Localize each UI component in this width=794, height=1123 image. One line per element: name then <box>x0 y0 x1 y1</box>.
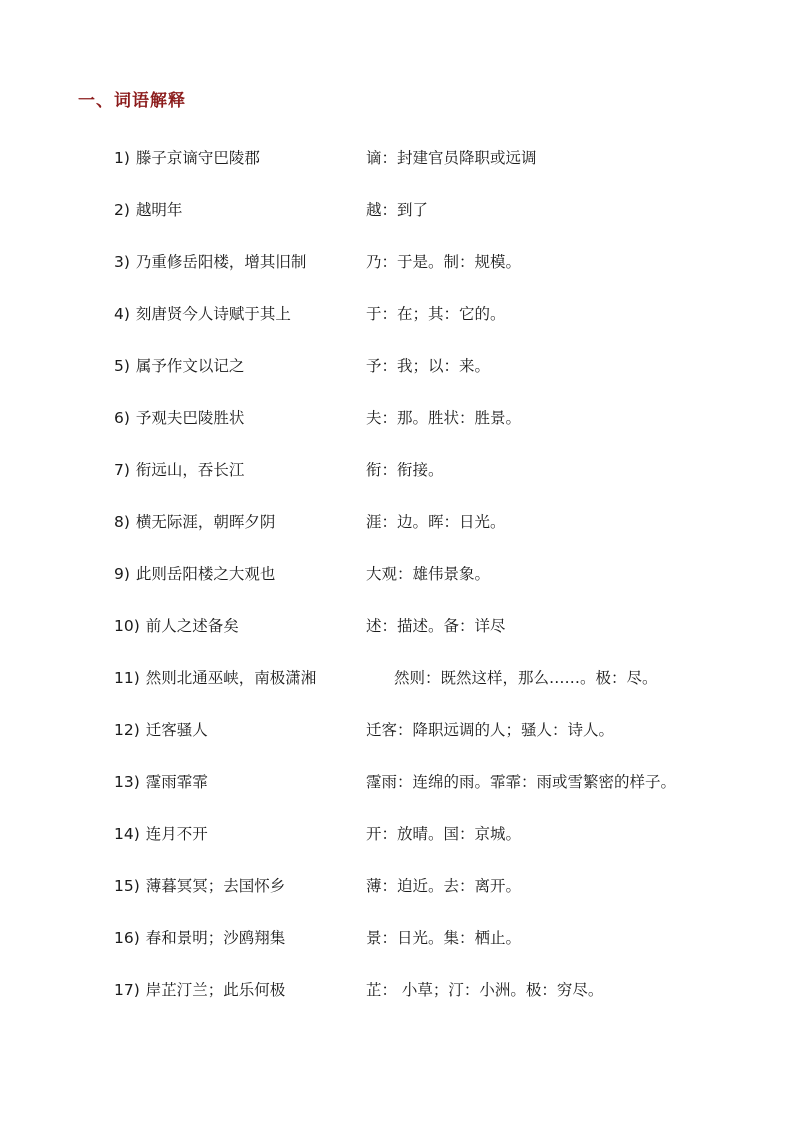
item-definition: 谪：封建官员降职或远调 <box>366 149 537 167</box>
item-definition: 于：在；其：它的。 <box>366 305 506 323</box>
item-number: 12) <box>114 721 140 739</box>
item-term: 横无际涯，朝晖夕阴 <box>135 513 276 531</box>
item-definition: 芷： 小草；汀：小洲。极：穷尽。 <box>366 981 604 999</box>
item-number: 5) <box>114 357 130 375</box>
vocab-item <box>114 978 774 1030</box>
vocab-item <box>114 354 774 406</box>
item-number: 4) <box>114 305 130 323</box>
item-term: 然则北通巫峡，南极潇湘 <box>145 669 317 687</box>
vocab-item <box>114 562 774 614</box>
item-number: 8) <box>114 513 130 531</box>
item-number: 10) <box>114 617 140 635</box>
item-definition: 薄：迫近。去：离开。 <box>366 877 522 895</box>
vocab-item <box>114 250 774 302</box>
item-term: 衔远山，吞长江 <box>135 461 245 479</box>
vocab-item <box>114 406 774 458</box>
vocab-item <box>114 770 774 822</box>
item-term: 迁客骚人 <box>145 721 208 739</box>
item-term: 霪雨霏霏 <box>145 773 208 791</box>
item-term: 予观夫巴陵胜状 <box>135 409 245 427</box>
item-definition: 述：描述。备：详尽 <box>366 617 506 635</box>
item-definition: 越：到了 <box>366 201 429 219</box>
item-number: 6) <box>114 409 130 427</box>
vocab-item <box>114 302 774 354</box>
item-number: 7) <box>114 461 130 479</box>
item-number: 2) <box>114 201 130 219</box>
item-term: 连月不开 <box>145 825 208 843</box>
item-number: 9) <box>114 565 130 583</box>
item-definition: 衔：衔接。 <box>366 461 444 479</box>
vocab-item <box>114 718 774 770</box>
vocab-item <box>114 458 774 510</box>
item-term: 前人之述备矣 <box>145 617 239 635</box>
item-definition: 然则：既然这样，那么……。极：尽。 <box>394 669 658 687</box>
vocab-item <box>114 926 774 978</box>
item-definition: 迁客：降职远调的人；骚人：诗人。 <box>366 721 615 739</box>
item-definition: 霪雨：连绵的雨。霏霏：雨或雪繁密的样子。 <box>366 773 677 791</box>
vocab-item <box>114 874 774 926</box>
vocab-item <box>114 822 774 874</box>
item-definition: 景：日光。集：栖止。 <box>366 929 522 947</box>
vocab-item <box>114 666 774 718</box>
vocab-item <box>114 198 774 250</box>
item-definition: 夫：那。胜状：胜景。 <box>366 409 522 427</box>
item-term: 刻唐贤今人诗赋于其上 <box>135 305 291 323</box>
item-term: 此则岳阳楼之大观也 <box>135 565 276 583</box>
item-term: 春和景明；沙鸥翔集 <box>145 929 286 947</box>
item-definition: 予：我；以：来。 <box>366 357 491 375</box>
item-definition: 开：放晴。国：京城。 <box>366 825 522 843</box>
item-number: 15) <box>114 877 140 895</box>
item-definition: 大观：雄伟景象。 <box>366 565 491 583</box>
vocab-item <box>114 510 774 562</box>
item-definition: 乃：于是。制：规模。 <box>366 253 522 271</box>
vocab-item <box>114 146 774 198</box>
item-term: 滕子京谪守巴陵郡 <box>135 149 260 167</box>
vocab-list <box>114 146 774 1030</box>
item-number: 13) <box>114 773 140 791</box>
item-term: 乃重修岳阳楼，增其旧制 <box>135 253 307 271</box>
section-heading: 一、词语解释 <box>78 91 186 111</box>
item-number: 16) <box>114 929 140 947</box>
vocab-item <box>114 614 774 666</box>
item-definition: 涯：边。晖：日光。 <box>366 513 506 531</box>
item-number: 1) <box>114 149 130 167</box>
item-term: 越明年 <box>135 201 183 219</box>
item-term: 岸芷汀兰；此乐何极 <box>145 981 286 999</box>
item-number: 3) <box>114 253 130 271</box>
item-number: 14) <box>114 825 140 843</box>
item-term: 属予作文以记之 <box>135 357 245 375</box>
item-term: 薄暮冥冥；去国怀乡 <box>145 877 286 895</box>
item-number: 17) <box>114 981 140 999</box>
item-number: 11) <box>114 669 140 687</box>
